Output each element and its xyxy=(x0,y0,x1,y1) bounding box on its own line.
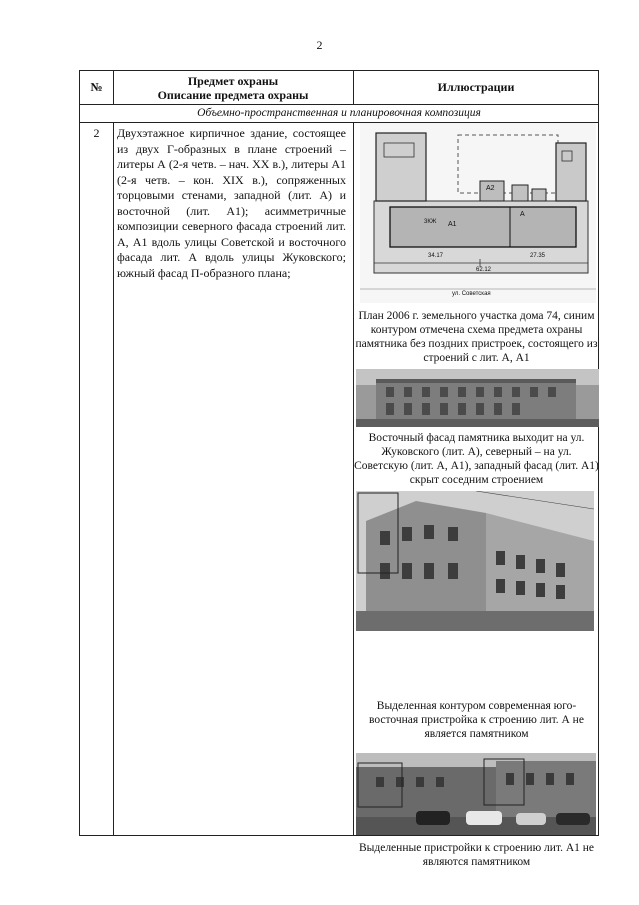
page-number: 2 xyxy=(316,38,323,52)
plan-dimension: 34.17 xyxy=(428,253,444,259)
plan-dimension: 27.35 xyxy=(530,253,546,259)
plan-label-a: А xyxy=(520,211,525,218)
site-plan-drawing xyxy=(360,123,596,303)
plan-street-label: ул. Советская xyxy=(452,291,491,297)
col-divider xyxy=(113,122,114,836)
plan-label-kzh: 3КЖ xyxy=(424,219,437,225)
row-description: Двухэтажное кирпичное здание, состоящее из двух Г-образных в плане строений – литеры А (2-я четв. – нач. XX в.), литеры А1 (2-я четв. – кон. XIX в.), сопряженных торцовыми стенами, западной (лит. А) и восточной (лит. А1); асимметричные композиции северного фасада строений лит. А, А1 вдоль улицы Советской и восточного фасада лит. А вдоль улицы Жуковского; южный фасад П-образного плана; xyxy=(117,126,346,280)
site-plan-image xyxy=(360,123,596,303)
plan-label-a1: А1 xyxy=(448,221,457,228)
illustration-caption: Выделенные пристройки к строению лит. А1 не являются памятником xyxy=(358,842,595,868)
row-number: 2 xyxy=(93,126,100,140)
courtyard-photo xyxy=(356,753,596,835)
plan-label-a2: А2 xyxy=(486,185,495,192)
protection-subject-table xyxy=(79,70,599,868)
extension-photo-drawing xyxy=(356,491,594,631)
header-subject xyxy=(113,71,353,104)
extension-photo xyxy=(356,491,594,631)
header-subject-description: Описание предмета охраны xyxy=(157,87,309,102)
illustration-caption: План 2006 г. земельного участка дома 74, синим контуром отмечена схема предмета охраны памятника без поздних пристроек, состоящего из строений с лит. А, А1 xyxy=(355,310,598,364)
section-title: Объемно-пространственная и планировочная композиция xyxy=(197,107,481,119)
header-subject-title: Предмет охраны xyxy=(187,73,279,88)
facade-photo xyxy=(356,369,599,427)
illustration-caption: Выделенная контуром современная юго-восточная пристройка к строению лит. А не является памятником xyxy=(369,700,584,740)
illustration-caption: Восточный фасад памятника выходит на ул. Жуковского (лит. А), северный – на ул. Советскую (лит. А, А1), западный фасад (лит. А1) скрыт соседним строением xyxy=(354,432,599,486)
header-number: № xyxy=(90,80,103,94)
courtyard-photo-drawing xyxy=(356,753,596,835)
facade-photo-drawing xyxy=(356,369,599,427)
header-illustrations: Иллюстрации xyxy=(437,80,515,94)
plan-dimension: 62.12 xyxy=(476,267,492,273)
